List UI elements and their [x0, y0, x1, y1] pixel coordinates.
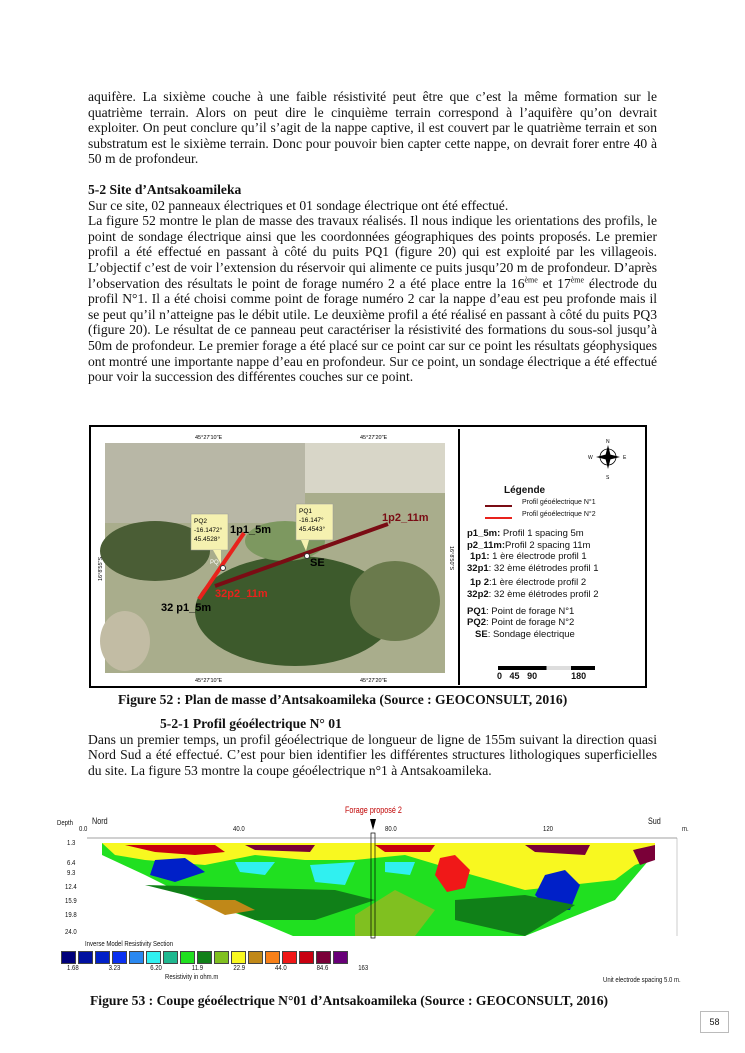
legend-title: Légende — [504, 485, 546, 496]
scale-bar-labels: 0 45 90 180 — [497, 671, 587, 681]
color-scale-values: 1.68 3.23 6.20 11.9 22.9 44.0 84.6 163 — [67, 963, 369, 972]
pq2-name: PQ2 — [194, 518, 208, 525]
scale-bar — [498, 666, 595, 670]
paragraph: aquifère. La sixième couche à une faible résistivité peut être que c’est la même formation sur le quatrième terrain. Alors on peut dire le cinquième terrain correspond à l’aquifère qu’on devrait exploiter. On peut conclure qu’il s’agit de la nappe captive, il est couvert par le quatrième terrain et son substratum est le sixième terrain. Donc pour pouvoir bien capter cette nappe, on devrait forer entre 40 à 50 m de profondeur. — [88, 89, 657, 167]
page-number: 58 — [700, 1011, 729, 1033]
coord-right: 16°8'50"S — [448, 546, 454, 571]
figure-52-site-plan — [89, 425, 647, 688]
unit-label: m. — [682, 824, 689, 833]
legend-line-1: Profil géoélectrique N°1 — [522, 499, 596, 506]
section-heading: 5-2 Site d’Antsakoamileka — [88, 182, 242, 197]
pq1-lat: -16.147° — [299, 517, 324, 524]
coord-bottom-2: 45°27'20"E — [360, 678, 388, 684]
proposed-drill-label: Forage proposé 2 — [345, 805, 402, 815]
depth-tick: 12.4 — [65, 882, 77, 891]
section-title: Inverse Model Resistivity Section — [85, 939, 174, 948]
section-body — [102, 843, 655, 936]
svg-text:N: N — [606, 439, 610, 445]
coord-bottom-1: 45°27'10"E — [195, 678, 223, 684]
x-tick: 0.0 — [79, 824, 88, 833]
pq2-lon: 45.4528° — [194, 536, 221, 543]
map-legend — [458, 429, 647, 685]
arrow-down-icon — [370, 819, 376, 830]
depth-label: Depth — [57, 818, 74, 827]
nord-label: Nord — [92, 816, 108, 826]
satellite-map — [95, 431, 456, 684]
pq2-lat: -16.1472° — [194, 527, 223, 534]
legend-items: p1_5m: Profil 1 spacing 5m p2_11m:Profil 2 spacing 11m 1p1: 1 ère électrode profil 1 32p1: 32 ème élétrodes profil 1 1p 2:1 ère électrode profil 2 32p2: 32 ème élétrodes profil 2 PQ1: Point de forage N°1 PQ2: Point de forage N°2 SE: Sondage électrique — [467, 528, 599, 640]
subsection-heading: 5-2-1 Profil géoélectrique N° 01 — [160, 716, 342, 731]
figure-53-resistivity-section — [55, 800, 695, 990]
pq1-lon: 45.4543° — [299, 526, 326, 533]
section-5-2 — [88, 182, 657, 385]
svg-text:S: S — [606, 475, 610, 481]
sud-label: Sud — [648, 816, 661, 826]
depth-tick: 24.0 — [65, 927, 77, 936]
depth-tick: 1.3 — [67, 838, 76, 847]
label-se: SE — [310, 557, 325, 569]
legend-line-2: Profil géoélectrique N°2 — [522, 511, 596, 518]
depth-tick: 19.8 — [65, 910, 77, 919]
x-tick: 120 — [543, 824, 554, 833]
depth-tick: 6.4 — [67, 858, 76, 867]
x-tick: 40.0 — [233, 824, 245, 833]
paragraph: Dans un premier temps, un profil géoélectrique de longueur de ligne de 155m suivant la direction quasi Nord Sud a été effectué. C’est pour bien identifier les différentes structures lithologiques superficielles du site. La figure 53 montre la coupe géoélectrique n°1 à Antsakoamileka. — [88, 731, 657, 778]
legend-line-1-swatch — [485, 505, 512, 507]
depth-tick: 15.9 — [65, 896, 77, 905]
depth-tick: 9.3 — [67, 868, 76, 877]
section-5-2-1 — [88, 716, 657, 778]
compass-rose-icon — [588, 437, 628, 481]
paragraph: Sur ce site, 02 panneaux électriques et 01 sondage électrique ont été effectué. — [88, 197, 509, 213]
label-32p2: 32p2_11m — [215, 588, 268, 600]
coord-top-2: 45°27'20"E — [360, 435, 388, 441]
legend-line-2-swatch — [485, 517, 512, 519]
svg-text:W: W — [588, 455, 593, 461]
label-1p2: 1p2_11m — [382, 512, 429, 524]
label-32p1: 32 p1_5m — [161, 602, 212, 614]
x-tick: 80.0 — [385, 824, 397, 833]
electrode-spacing-label: Unit electrode spacing 5.0 m. — [603, 975, 681, 984]
figure-53-caption: Figure 53 : Coupe géoélectrique N°01 d’Antsakoamileka (Source : GEOCONSULT, 2016) — [90, 993, 609, 1008]
paragraph: La figure 52 montre le plan de masse des travaux réalisés. Il nous indique les orientations des profils, le point de sondage électrique ainsi que les coordonnées géographiques des points proposés. Le premier profil a été effectué en passant à côté du puits PQ1 (figure 20) qui est exploité par les villageois. L’objectif c’est de voir l’extension du réservoir qui alimente ce puits jusqu’20 m de profondeur. D’après l’observation des résultats le point de forage numéro 2 a été place entre la 16ème et 17ème électrode du profil N°1. Il a été choisi comme point de forage numéro 2 car la nappe d’eau est peu profonde mais il se peut qu’il n’atteigne pas le débit utile. Le deuxième profil a été réalisé en passant à côté du puits PQ3 (figure 20). Le résultat de ce panneau peut caractériser la résistivité des formations du sous-sol jusqu’à 50m de profondeur. Le premier forage a été placé sur ce point car sur ce point les résultats géophysiques ont montré une importante nappe d’eau en profondeur. Sur ce point, un sondage électrique a été effectué pour voir la succession des différentes couches sur ce point. — [88, 213, 657, 385]
pq1-name: PQ1 — [299, 508, 313, 515]
coord-left: 16°8'55"S — [98, 556, 104, 581]
coord-top-1: 45°27'10"E — [195, 435, 223, 441]
label-pq: PQ — [210, 560, 219, 566]
resistivity-unit-label: Resistivity in ohm.m — [165, 972, 219, 981]
figure-52-caption: Figure 52 : Plan de masse d’Antsakoamileka (Source : GEOCONSULT, 2016) — [118, 692, 568, 707]
label-1p1: 1p1_5m — [230, 524, 271, 536]
svg-text:E: E — [623, 455, 627, 461]
